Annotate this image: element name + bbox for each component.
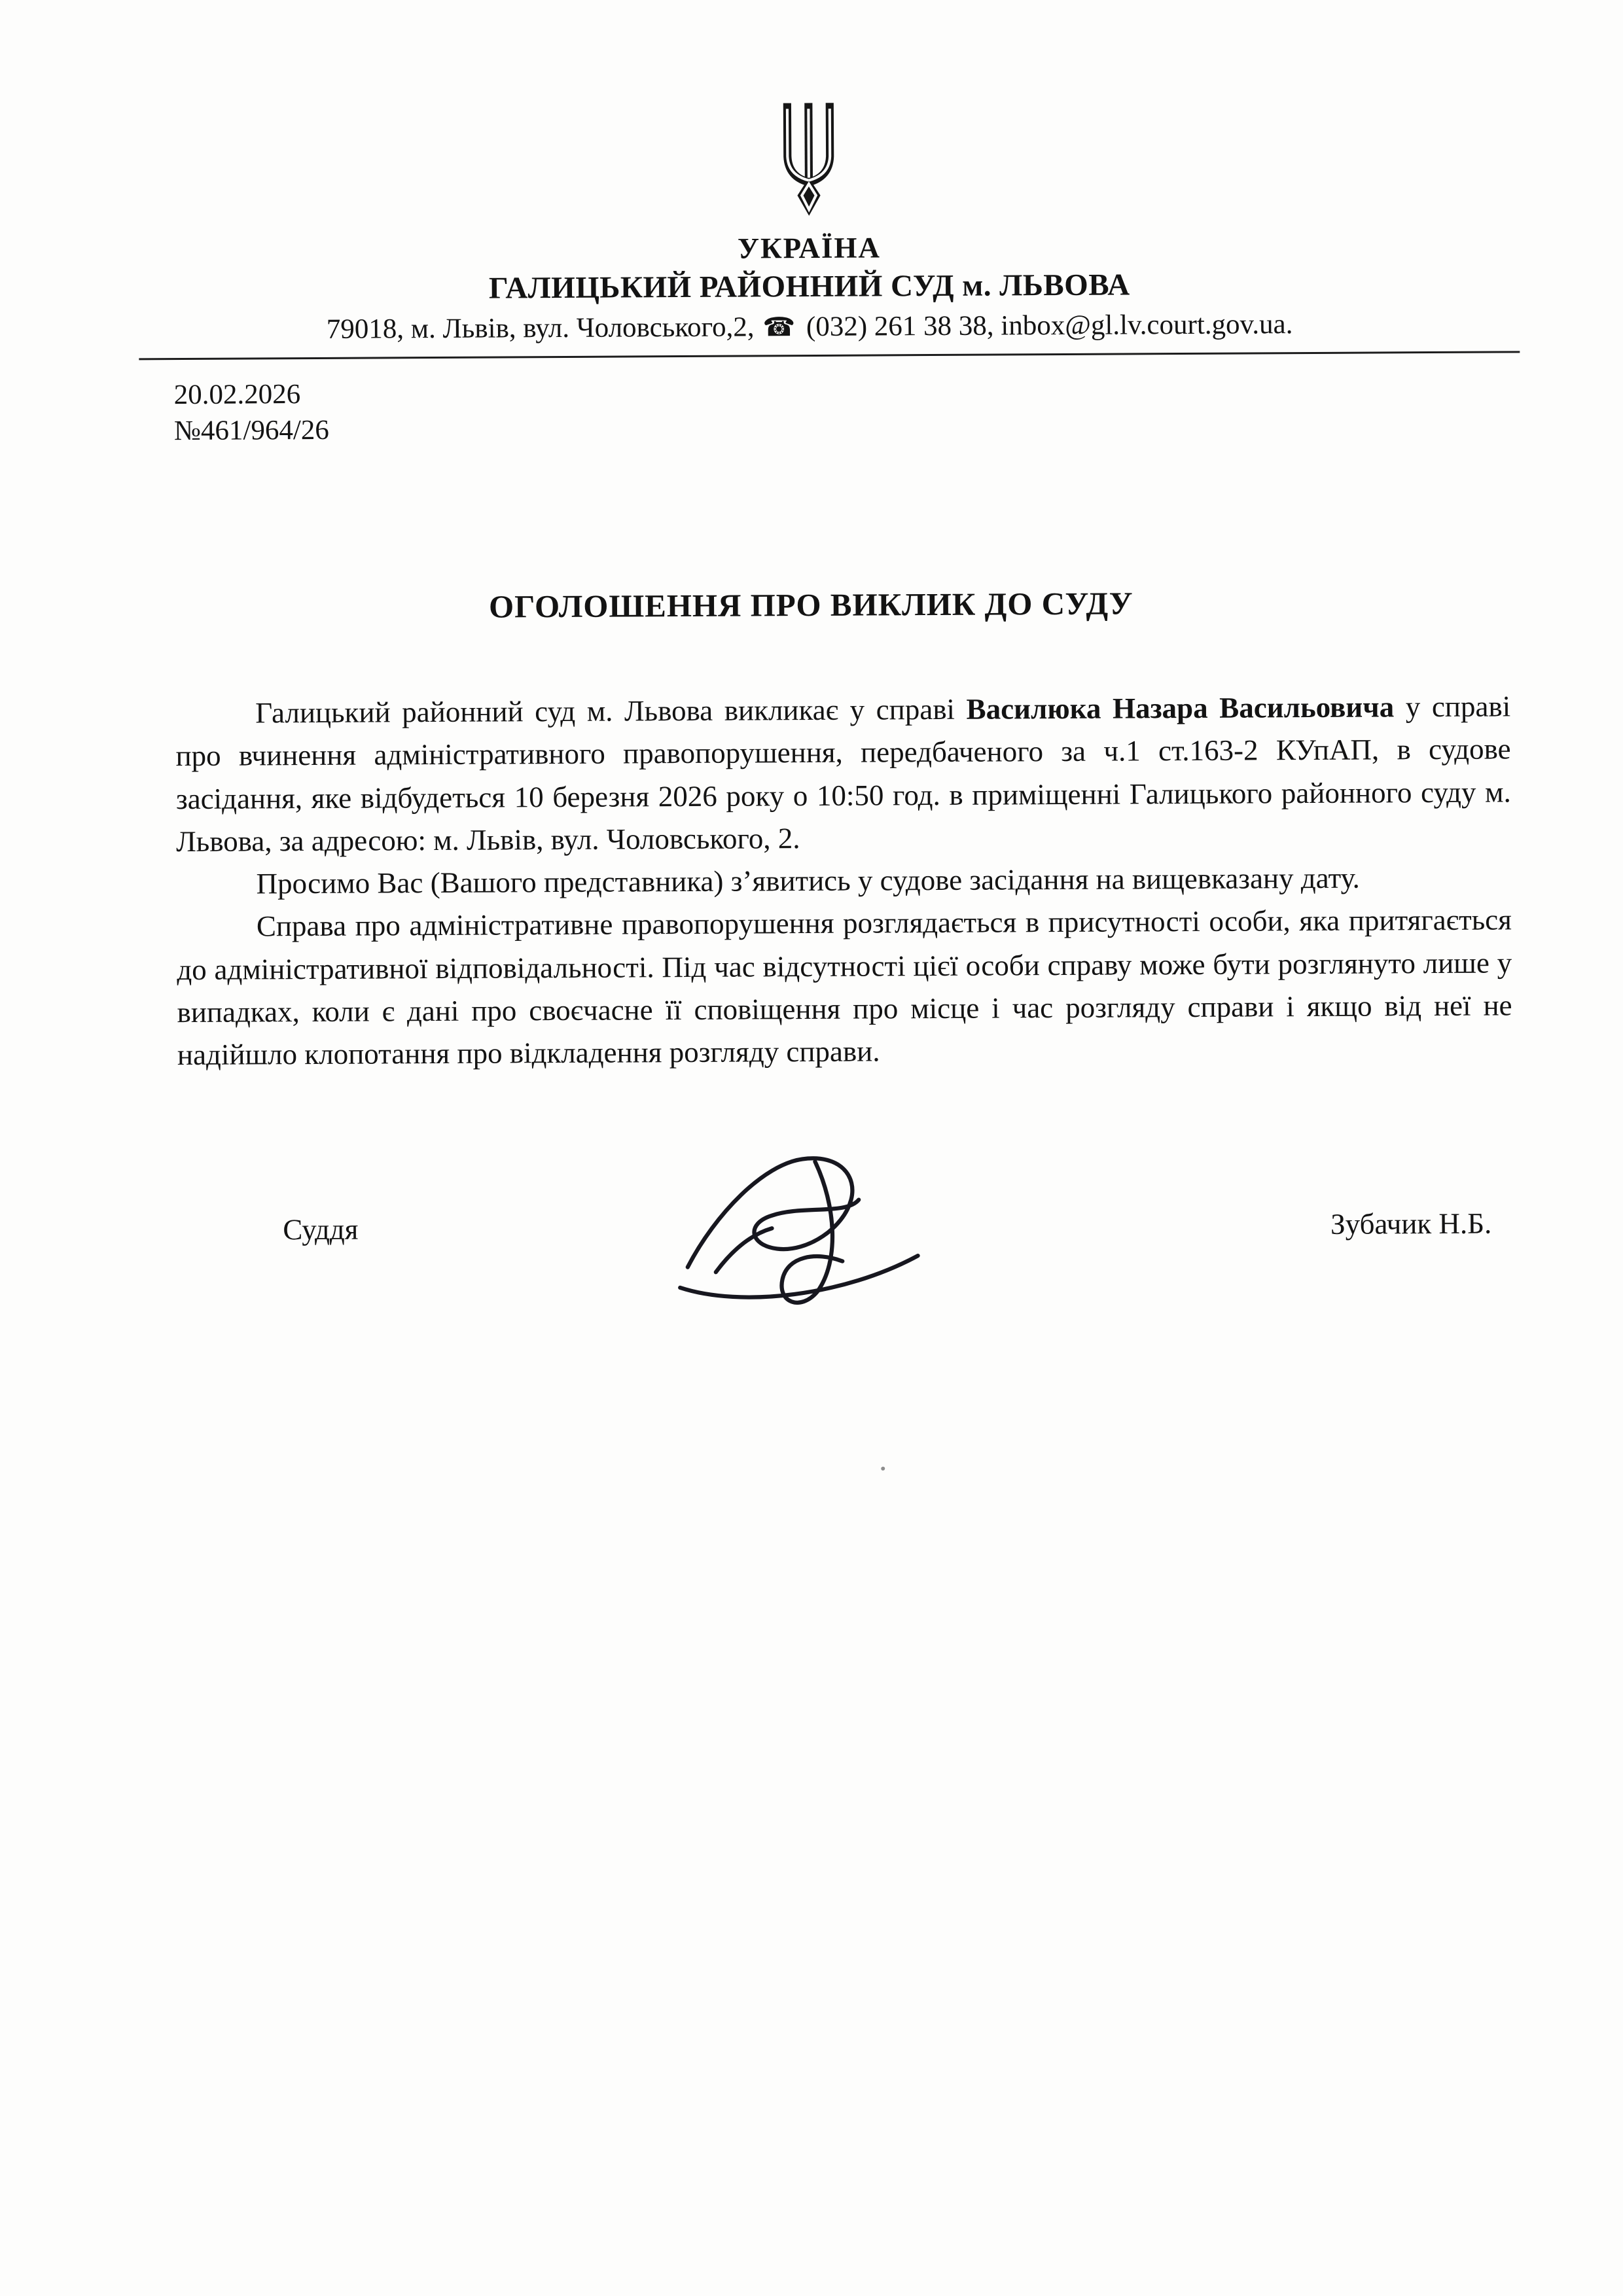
document-date: 20.02.2026 xyxy=(173,379,301,411)
country-name: УКРАЇНА xyxy=(737,231,882,265)
phone-icon: ☎ xyxy=(762,312,796,343)
case-number: №461/964/26 xyxy=(173,414,329,447)
header-divider xyxy=(139,351,1520,360)
summons-text-post: у справі про вчинення адміністративного правопорушення, передбаченого за ч.1 ст.163-2 КУпАП, в судове засідання, яке відбудеться 10 березня 2026 року о 10:50 год. в приміщенні Галицького районного суду м. Львова, за адресою: м. Львів, вул. Чоловського, 2. xyxy=(175,690,1511,858)
signature-block xyxy=(283,1139,1492,1315)
judge-name: Зубачик Н.Б. xyxy=(1330,1207,1492,1241)
document-body xyxy=(175,685,1512,1076)
defendant-name: Василюка Назара Васильовича xyxy=(966,690,1395,726)
court-email: inbox@gl.lv.court.gov.ua. xyxy=(1001,309,1293,342)
court-contact-line xyxy=(0,307,1621,347)
summons-text-pre: Галицький районний суд м. Львова викликає у справі xyxy=(255,692,967,730)
paragraph-summons xyxy=(175,685,1511,863)
ukraine-trident-icon xyxy=(762,98,855,227)
document-title: ОГОЛОШЕННЯ ПРО ВИКЛИК ДО СУДУ xyxy=(488,585,1133,625)
judge-label: Суддя xyxy=(283,1212,359,1246)
paragraph-request: Просимо Вас (Вашого представника) з’явитись у судове засідання на вищевказану дату. xyxy=(256,861,1360,900)
court-phone: (032) 261 38 38, xyxy=(806,310,994,343)
document-meta xyxy=(173,370,1622,450)
court-address: 79018, м. Львів, вул. Чоловського,2, xyxy=(326,311,755,345)
paragraph-legal-note: Справа про адміністративне правопорушення розглядається в присутності особи, яка притягається до адміністративної відповідальності. Під час відсутності цієї особи справу може бути розглянуто лише у випадках, коли є дані про своєчасне її сповіщення про місце і час розгляду справи і якщо від неї не надійшло клопотання про відкладення розгляду справи. xyxy=(177,903,1512,1072)
document-header xyxy=(0,0,1621,347)
court-name: ГАЛИЦЬКИЙ РАЙОННИЙ СУД м. ЛЬВОВА xyxy=(488,268,1130,306)
scan-artifact-dot xyxy=(881,1466,885,1470)
judge-signature xyxy=(664,1141,946,1313)
